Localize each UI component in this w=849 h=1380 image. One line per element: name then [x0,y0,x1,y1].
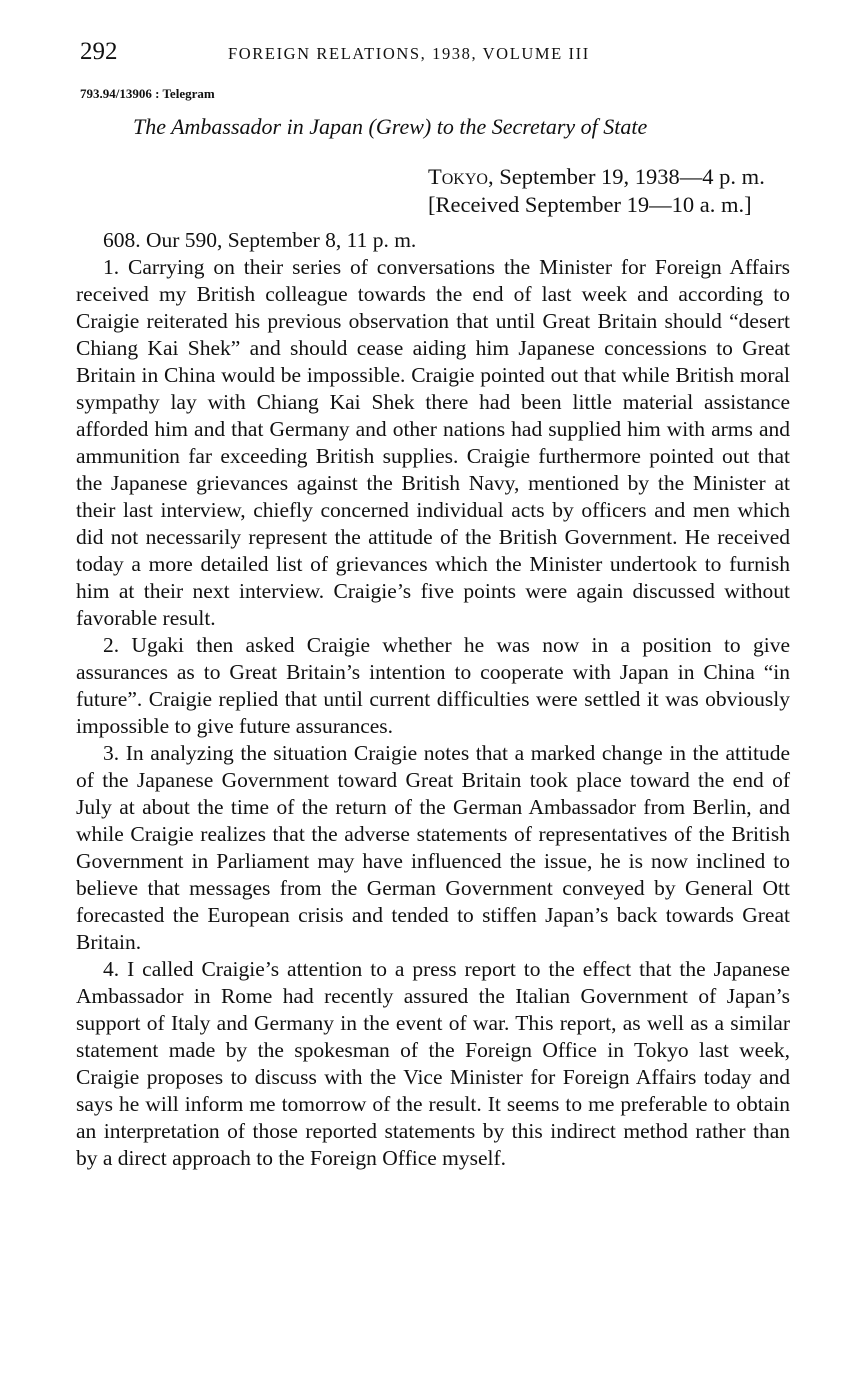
reference-line: 608. Our 590, September 8, 11 p. m. [103,228,417,252]
document-heading: The Ambassador in Japan (Grew) to the Secretary of State [133,114,648,139]
dateline-date: , September 19, 1938—4 p. m. [487,164,765,189]
dateline [428,163,765,219]
dateline-place: Tokyo [428,164,488,189]
paragraph-1: 1. Carrying on their series of conversations the Minister for Foreign Affairs received my British colleague towards the end of last week and according to Craigie reiterated his previous observation that until Great Britain should “desert Chiang Kai Shek” and should cease aiding him Japanese concessions to Great Britain in China would be impossible. Craigie pointed out that while British moral sympathy lay with Chiang Kai Shek there had been little material assistance afforded him and that Germany and other nations had supplied him with arms and ammunition far exceeding British supplies. Craigie furthermore pointed out that the Japanese grievances against the British Navy, mentioned by the Minister at their last interview, chiefly concerned individual acts by officers and men which did not necessarily represent the attitude of the British Government. He received today a more detailed list of grievances which the Minister undertook to furnish him at their next interview. Craigie’s five points were again discussed without favorable result. [76,255,790,630]
dateline-received: [Received September 19—10 a. m.] [428,192,752,217]
telegram-body [76,227,790,1172]
running-title: FOREIGN RELATIONS, 1938, VOLUME III [228,44,590,63]
page-number: 292 [80,38,118,65]
dateline-sent [428,163,765,191]
running-head [80,38,793,68]
paragraph-3: 3. In analyzing the situation Craigie notes that a marked change in the attitude of the Japanese Government toward Great Britain took place toward the end of July at about the time of the return of the German Ambassador from Berlin, and while Craigie realizes that the adverse statements of representatives of the British Government in Parliament may have influenced the issue, he is now inclined to believe that messages from the German Government conveyed by General Ott forecasted the European crisis and tended to stiffen Japan’s back towards Great Britain. [76,741,790,954]
file-reference: 793.94/13906 : Telegram [80,86,215,101]
paragraph-2: 2. Ugaki then asked Craigie whether he was now in a position to give assurances as to Great Britain’s intention to cooperate with Japan in China “in future”. Craigie replied that until current difficulties were settled it was obviously impossible to give future assurances. [76,633,790,738]
paragraph-4: 4. I called Craigie’s attention to a press report to the effect that the Japanese Ambassador in Rome had recently assured the Italian Government of Japan’s support of Italy and Germany in the event of war. This report, as well as a similar statement made by the spokesman of the Foreign Office in Tokyo last week, Craigie proposes to discuss with the Vice Minister for Foreign Affairs today and says he will inform me tomorrow of the result. It seems to me preferable to obtain an interpretation of those reported statements by this indirect method rather than by a direct approach to the Foreign Office myself. [76,957,790,1170]
